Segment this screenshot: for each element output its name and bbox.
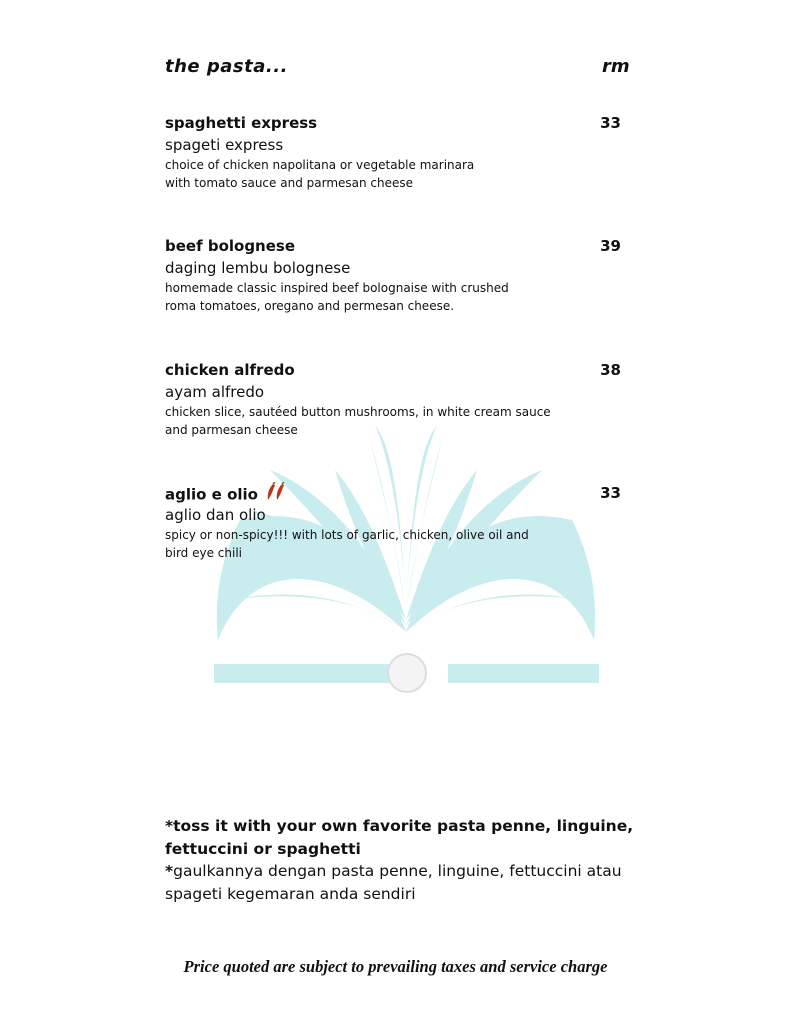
item-name: beef bolognese <box>165 237 296 255</box>
menu-item <box>165 482 625 562</box>
item-local-name: ayam alfredo <box>165 383 265 401</box>
item-description: chicken slice, sautéed button mushrooms, in white cream sauce and parmesan cheese <box>165 405 551 437</box>
item-price: 33 <box>600 484 621 502</box>
item-price: 33 <box>600 114 621 132</box>
item-local-name: aglio dan olio <box>165 506 266 524</box>
item-description: choice of chicken napolitana or vegetable marinara with tomato sauce and parmesan cheese <box>165 158 475 190</box>
item-name: aglio e olio <box>165 485 258 504</box>
item-name: chicken alfredo <box>165 361 295 379</box>
section-title: the pasta... <box>165 56 288 77</box>
menu-item <box>165 112 625 192</box>
item-name: spaghetti express <box>165 114 318 132</box>
currency-label: rm <box>602 56 630 77</box>
item-name-row <box>165 482 625 504</box>
item-local-name: daging lembu bolognese <box>165 259 351 277</box>
pasta-choice-note: *toss it with your own favorite pasta penne, linguine, fettuccini or spaghetti *gaulkannya dengan pasta penne, linguine, fettuccini atau spageti kegemaran anda sendiri <box>165 817 634 903</box>
menu-item <box>165 235 625 315</box>
menu-item <box>165 359 625 439</box>
item-price: 39 <box>600 237 621 255</box>
price-disclaimer: Price quoted are subject to prevailing taxes and service charge <box>183 957 608 976</box>
item-local-name: spageti express <box>165 136 284 154</box>
item-description: spicy or non-spicy!!! with lots of garlic, chicken, olive oil and bird eye chili <box>165 528 529 560</box>
item-description: homemade classic inspired beef bolognaise with crushed roma tomatoes, oregano and permesan cheese. <box>165 281 509 313</box>
item-price: 38 <box>600 361 621 379</box>
chili-pepper-icon <box>266 482 288 508</box>
